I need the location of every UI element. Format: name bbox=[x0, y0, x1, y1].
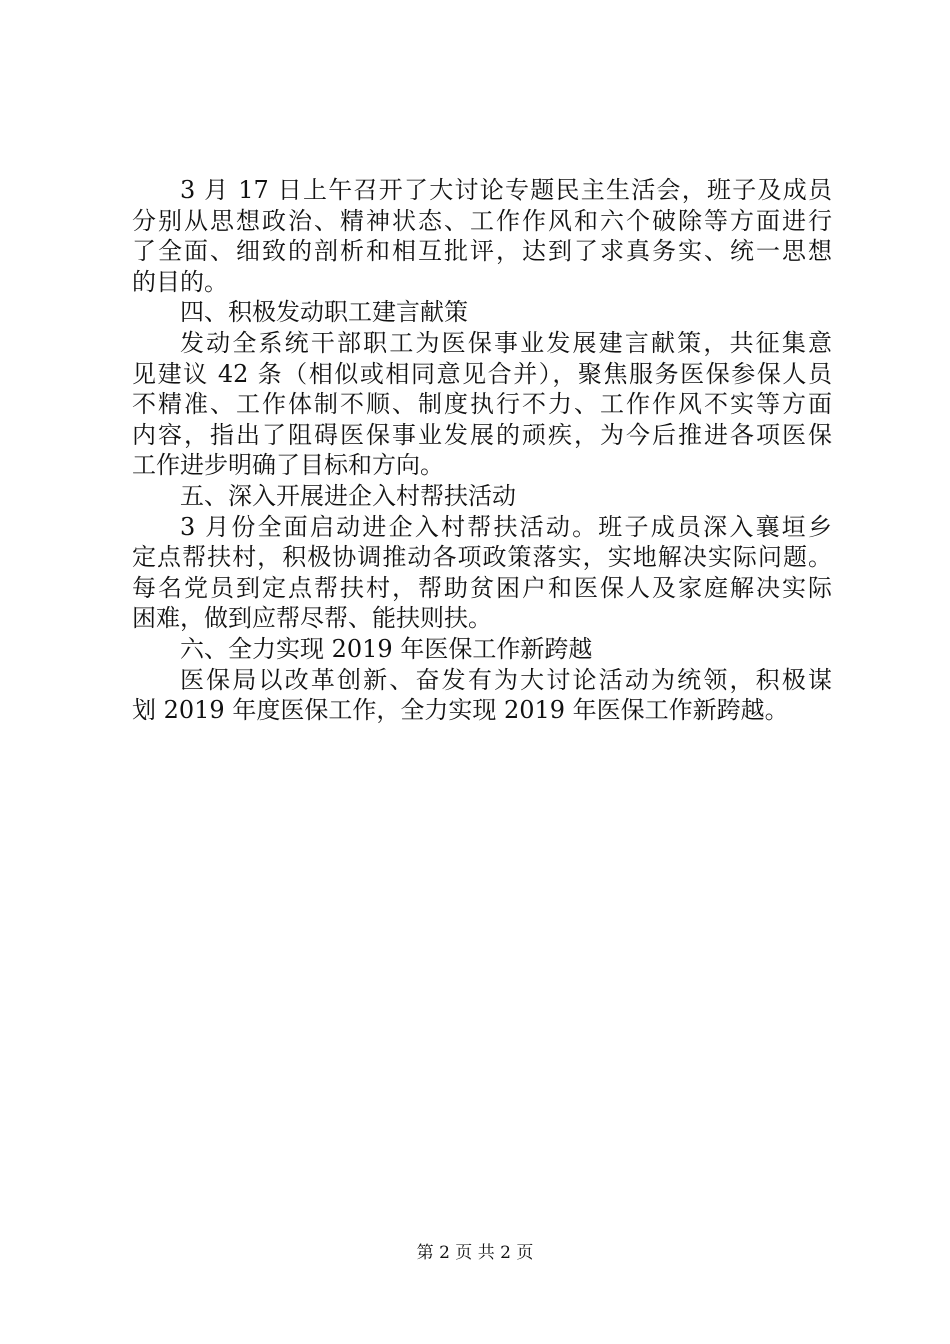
paragraph-line: 分别从思想政治、精神状态、工作作风和六个破除等方面进行 bbox=[132, 206, 832, 235]
paragraph-line: 困难，做到应帮尽帮、能扶则扶。 bbox=[132, 604, 492, 633]
paragraph-line: 3 月份全面启动进企入村帮扶活动。班子成员深入襄垣乡 bbox=[180, 512, 832, 541]
paragraph-line: 定点帮扶村，积极协调推动各项政策落实，实地解决实际问题。 bbox=[132, 543, 832, 572]
paragraph-line: 发动全系统干部职工为医保事业发展建言献策，共征集意 bbox=[180, 328, 832, 357]
paragraph-2019-plan bbox=[132, 665, 832, 726]
paragraph-meeting bbox=[132, 175, 832, 297]
page-number-footer: 第 2 页 共 2 页 bbox=[416, 1243, 534, 1263]
paragraph-line: 见建议 42 条（相似或相同意见合并），聚焦服务医保参保人员 bbox=[132, 359, 832, 388]
paragraph-line: 医保局以改革创新、奋发有为大讨论活动为统领，积极谋 bbox=[180, 665, 832, 694]
paragraph-line: 内容，指出了阻碍医保事业发展的顽疾，为今后推进各项医保 bbox=[132, 420, 832, 449]
paragraph-line: 的目的。 bbox=[132, 267, 228, 296]
paragraph-line: 每名党员到定点帮扶村，帮助贫困户和医保人及家庭解决实际 bbox=[132, 573, 832, 602]
document-body bbox=[132, 175, 832, 726]
paragraph-line: 3 月 17 日上午召开了大讨论专题民主生活会，班子及成员 bbox=[180, 176, 832, 204]
paragraph-assistance bbox=[132, 512, 832, 634]
paragraph-line: 工作进步明确了目标和方向。 bbox=[132, 451, 444, 480]
paragraph-line: 划 2019 年度医保工作，全力实现 2019 年医保工作新跨越。 bbox=[132, 696, 789, 725]
section-heading-5: 五、深入开展进企入村帮扶活动 bbox=[180, 481, 516, 510]
section-heading-6: 六、全力实现 2019 年医保工作新跨越 bbox=[180, 634, 593, 663]
paragraph-suggestions bbox=[132, 328, 832, 481]
section-heading-4: 四、积极发动职工建言献策 bbox=[180, 298, 468, 327]
paragraph-line: 不精准、工作体制不顺、制度执行不力、工作作风不实等方面 bbox=[132, 390, 832, 419]
paragraph-line: 了全面、细致的剖析和相互批评，达到了求真务实、统一思想 bbox=[132, 237, 832, 266]
